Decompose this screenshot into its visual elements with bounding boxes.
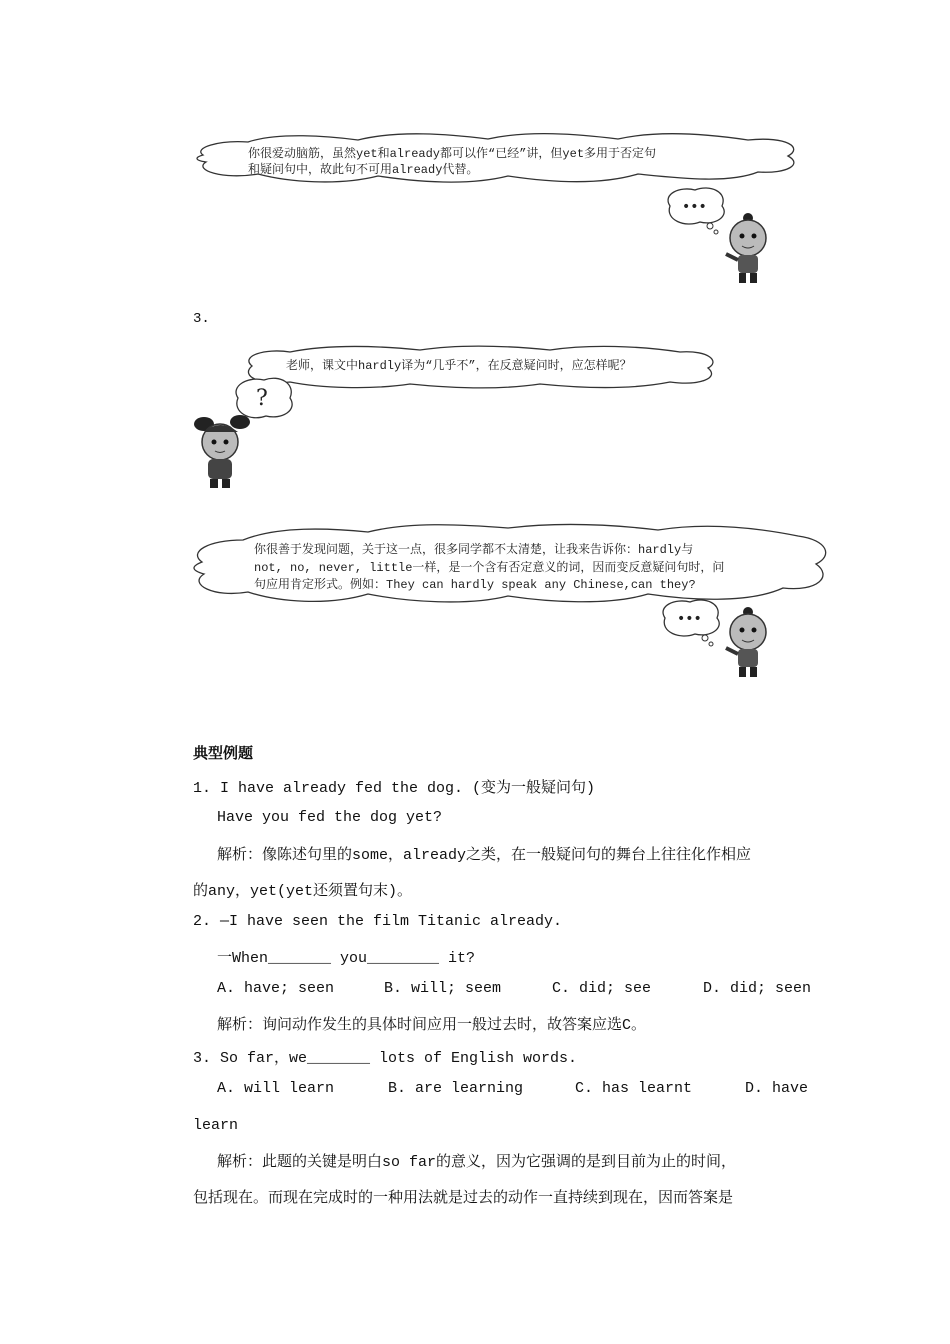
teacher-character-icon bbox=[718, 604, 778, 684]
example-3-question: 3. So far，we_______ lots of English words. bbox=[193, 1050, 578, 1067]
question-mark: ? bbox=[256, 386, 268, 411]
thought-dots: ••• bbox=[677, 611, 702, 627]
bubble-3-line-1: 你很善于发现问题，关于这一点，很多同学都不太清楚，让我来告诉你：hardly与 bbox=[254, 543, 694, 557]
example-3-option-d-wrap: learn bbox=[193, 1117, 239, 1134]
example-2-option-a: A. have; seen bbox=[217, 980, 335, 997]
bubble-3-line-3: 句应用肯定形式。例如：They can hardly speak any Chinese,can they? bbox=[254, 578, 696, 592]
example-2-response: 一When_______ you________ it? bbox=[217, 950, 476, 967]
bubble-1-line-2: 和疑问句中，故此句不可用already代替。 bbox=[248, 163, 479, 177]
example-3-analysis-line-2: 包括现在。而现在完成时的一种用法就是过去的动作一直持续到现在，因而答案是 bbox=[193, 1190, 734, 1207]
teacher-character-icon bbox=[718, 210, 778, 290]
example-2-option-d: D. did; seen bbox=[703, 980, 812, 997]
example-3-option-a: A. will learn bbox=[217, 1080, 335, 1097]
example-1-answer: Have you fed the dog yet? bbox=[217, 809, 443, 826]
example-3-option-d: D. have bbox=[745, 1080, 809, 1097]
example-1-analysis-line-1: 解析：像陈述句里的some，already之类，在一般疑问句的舞台上往往化作相应 bbox=[217, 847, 752, 864]
bubble-3-line-2: not, no, never, little一样，是一个含有否定意义的词，因而变反意疑问句时，问 bbox=[254, 561, 725, 575]
bubble-1-line-1: 你很爱动脑筋，虽然yet和already都可以作“已经”讲，但yet多用于否定句 bbox=[248, 147, 657, 161]
bubble-2-text: 老师，课文中hardly译为“几乎不”，在反意疑问时，应怎样呢？ bbox=[286, 359, 632, 373]
thought-dots: ••• bbox=[682, 199, 707, 215]
example-1-analysis-line-2: 的any，yet(yet还须置句末)。 bbox=[193, 883, 413, 900]
example-2-analysis: 解析：询问动作发生的具体时间应用一般过去时，故答案应选C。 bbox=[217, 1017, 647, 1034]
example-3-analysis-line-1: 解析：此题的关键是明白so far的意义，因为它强调的是到目前为止的时间， bbox=[217, 1154, 737, 1171]
thought-bubble-dots-icon bbox=[655, 598, 725, 648]
example-3-option-b: B. are learning bbox=[388, 1080, 524, 1097]
item-number-3: 3. bbox=[193, 311, 210, 327]
section-title: 典型例题 bbox=[193, 744, 254, 762]
example-2-question: 2. —I have seen the film Titanic already. bbox=[193, 913, 563, 930]
student-character-icon bbox=[190, 412, 260, 492]
example-3-option-c: C. has learnt bbox=[575, 1080, 693, 1097]
example-2-option-b: B. will; seem bbox=[384, 980, 502, 997]
example-1-question: 1. I have already fed the dog. (变为一般疑问句) bbox=[193, 780, 596, 797]
example-2-option-c: C. did; see bbox=[552, 980, 652, 997]
